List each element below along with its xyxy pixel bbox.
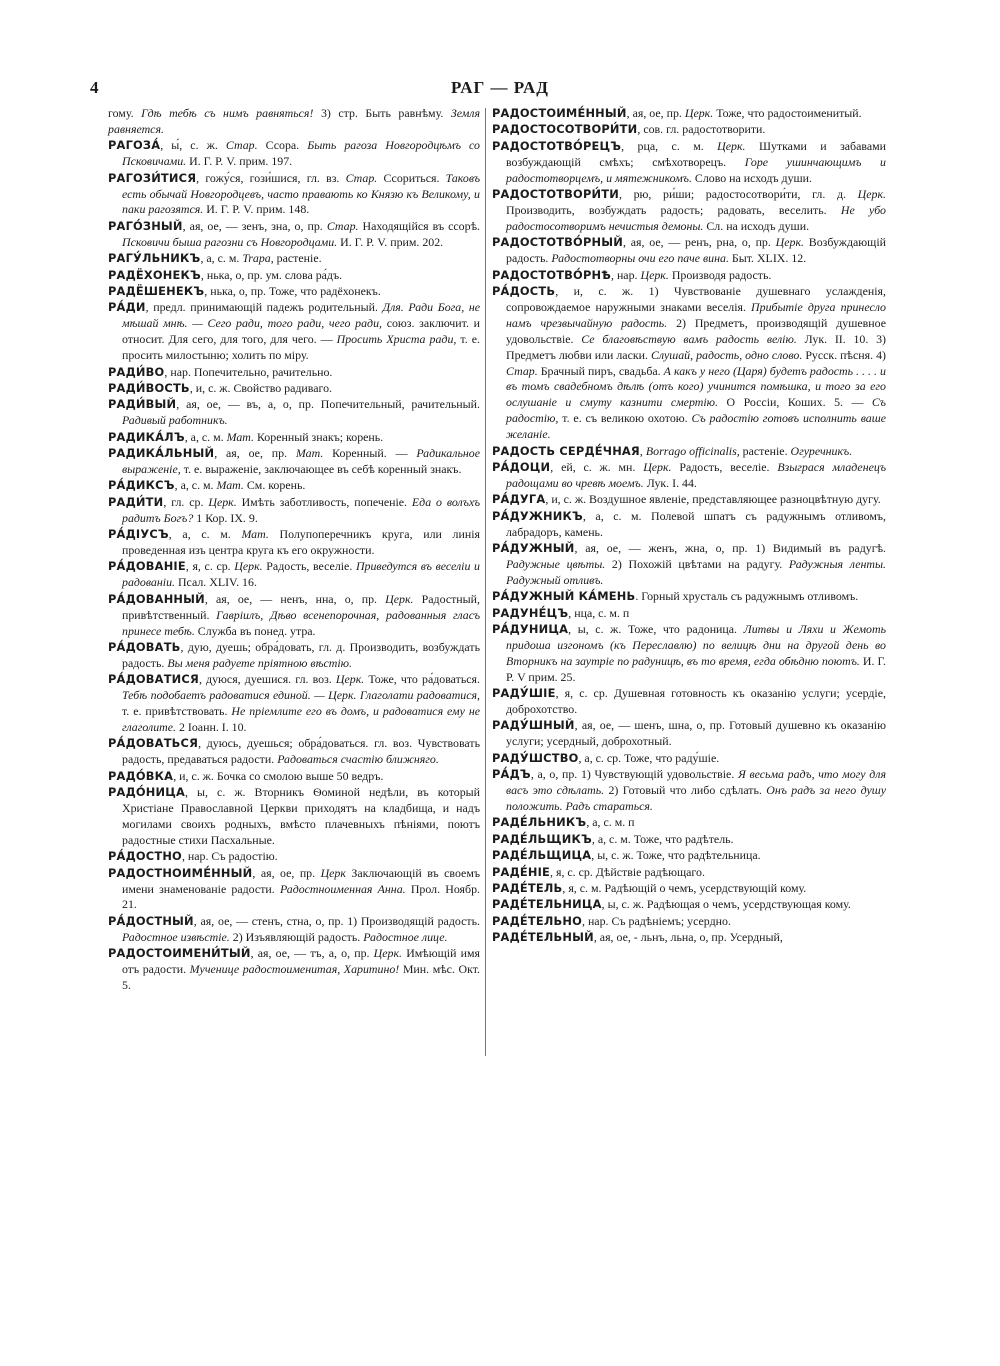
italic-text: Радостотворны очи его паче вина. <box>551 251 729 266</box>
italic-text: Гавріилъ, Дѣво всенепорочная, радованныя гласъ принесе тебѣ. <box>122 607 481 638</box>
italic-text: Радостное извѣстіе. <box>122 929 230 944</box>
dictionary-entry <box>492 718 886 750</box>
dictionary-entry <box>492 509 886 541</box>
headword: РАДЕ́ТЕЛЬНИЦА <box>492 897 602 912</box>
dictionary-entry <box>492 444 886 460</box>
italic-text: Стар. <box>326 218 359 233</box>
entry-text: т. е. съ великою охотою. <box>558 411 692 426</box>
entry-text: , нар. Съ радѣніемъ; усердно. <box>582 913 731 928</box>
italic-text: Приведутся въ веселіи и радованіи. <box>122 559 480 590</box>
entry-text: Тоже, что ра́доваться. <box>364 672 480 687</box>
italic-text: Прибытіе друга принесло намъ чрезвычайную радость. <box>506 299 886 330</box>
entry-text: И. Г. Р. V. прим. 197. <box>186 154 293 169</box>
entry-text: Слово на исходъ души. <box>691 170 813 185</box>
headword: РАДОСТОСОТВОРИ́ТИ <box>492 122 638 137</box>
entry-text: 2) Похожій цвѣтами на радугу. <box>605 556 789 571</box>
entry-text: Брачный пиръ, свадьба. <box>537 363 664 378</box>
dictionary-entry <box>492 815 886 831</box>
entry-text: Возбуждающій радость. <box>506 235 886 266</box>
dictionary-entry <box>108 300 480 364</box>
entry-text: И. Г. Р. V прим. 25. <box>506 653 886 684</box>
entry-text: Имѣющій имя отъ радости. <box>122 946 480 977</box>
entry-text: Быт. XLIX. 12. <box>728 251 807 266</box>
entry-text: Лук. II. 10. 3) Предметъ любви или ласки. <box>506 331 887 362</box>
entry-text: , ая, ое, — женъ, жна, о, пр. 1) Видимый въ радугѣ. <box>574 540 886 555</box>
entry-text: 2) Предметъ, производящій душевное удовольствіе. <box>506 315 886 346</box>
headword: РАДЕ́НІЕ <box>492 864 551 879</box>
dictionary-entry <box>492 541 886 589</box>
entry-text: , предл. принимающій падежъ родительный. <box>145 300 383 315</box>
headword: РАДЕ́ТЕЛЬ <box>492 881 563 895</box>
dictionary-entry <box>492 832 886 848</box>
entry-text: , и, с. ж. Бочка со смолою выше 50 ведръ. <box>173 768 384 783</box>
dictionary-entry <box>108 495 480 527</box>
dictionary-entry <box>108 769 480 785</box>
headword: РАДИКА́ЛЬНЫЙ <box>108 446 215 461</box>
entry-text: Ссориться. <box>377 170 446 185</box>
italic-text: Стар. <box>225 138 258 153</box>
headword: РАГУ́ЛЬНИКЪ <box>108 251 201 266</box>
italic-text: Не убо радостосотворимъ нечистыя демоны. <box>506 202 886 233</box>
entry-text: , нар. Съ радостію. <box>181 849 278 864</box>
italic-text: Онъ радъ за него душу положить. Радъ стараться. <box>506 783 886 813</box>
dictionary-entry <box>108 219 480 251</box>
italic-text: Стар. <box>506 363 538 378</box>
headword: РАДОСТОТВО́РЕЦЪ <box>492 138 622 153</box>
italic-text: Церк <box>320 865 346 880</box>
entry-text: , растеніе. <box>270 251 322 266</box>
entry-text: 2) Готовый что либо сдѣлать. <box>604 783 767 798</box>
italic-text: Съ радостію, <box>506 395 886 426</box>
entry-text: , а, с. м. <box>184 429 227 444</box>
entry-text: , а, с. м. <box>168 527 242 542</box>
dictionary-entry <box>108 106 480 138</box>
dictionary-entry <box>108 446 480 478</box>
entry-text: Лук. І. 44. <box>643 475 697 490</box>
entry-text: И. Г. Р. V. прим. 202. <box>337 234 444 249</box>
entry-text: , ая, ое, — ненъ, нна, о, пр. <box>204 591 386 606</box>
italic-text: Для. Ради Бога, не мѣшай мнѣ. — Сего ради, того ради, чего ради, <box>122 300 481 331</box>
headword: РАДЕ́ЛЬЩИЦА <box>492 848 592 863</box>
italic-text: Радивый работникъ. <box>122 413 228 428</box>
headword: РАДЕ́ТЕЛЬНЫЙ <box>492 930 594 945</box>
entry-text: , рца, с. м. <box>621 138 718 153</box>
dictionary-entry <box>108 736 480 768</box>
dictionary-entry <box>108 672 480 736</box>
entry-text: , нька, о, пр. Тоже, что радёхонекъ. <box>204 283 381 298</box>
dictionary-entry <box>108 640 480 672</box>
headword: РАДЕ́ТЕЛЬНО <box>492 913 582 928</box>
dictionary-entry <box>108 527 480 559</box>
dictionary-entry <box>108 914 480 946</box>
right-column <box>492 106 886 947</box>
entry-text: т. е. просить милостыню; холить по міру. <box>122 332 480 363</box>
italic-text: Слушай, радость, одно слово. <box>650 347 803 362</box>
entry-text: Псал. XLIV. 16. <box>175 575 257 590</box>
dictionary-entry <box>492 897 886 913</box>
entry-text: , нар. Попечительно, рачительно. <box>164 364 333 379</box>
entry-text: Радостный, привѣтственный. <box>122 591 480 622</box>
italic-text: Радостное лице. <box>363 929 448 944</box>
italic-text: Мат. <box>241 527 269 542</box>
headword: РА́ДОСТНО <box>108 849 182 864</box>
headword: РА́ДУГА <box>492 492 546 507</box>
headword: РАДОСТОТВО́РНѢ <box>492 267 611 282</box>
headword: РА́ДУЖНИКЪ <box>492 508 583 523</box>
headword: РАДОСТОИМЕ́ННЫЙ <box>492 106 627 120</box>
headword: РАДОСТНОИМЕ́ННЫЙ <box>108 865 253 880</box>
entry-text: , а, о, пр. 1) Чувствующій удовольствіе. <box>530 767 738 782</box>
entry-text: , ая, ое, — тъ, а, о, пр. <box>250 946 374 961</box>
headword: РАДИ́ВО <box>108 364 165 379</box>
dictionary-entry <box>108 946 480 994</box>
italic-text: Се благовѣствую вамъ радость велію. <box>581 331 797 346</box>
entry-text: Тоже, что радостоименитый. <box>713 106 862 120</box>
dictionary-entry <box>492 914 886 930</box>
entry-text: Радость, веселіе. <box>671 459 778 474</box>
entry-text: , ая, ое, — ренъ, рна, о, пр. <box>622 235 776 250</box>
dictionary-entry <box>492 268 886 284</box>
dictionary-entry <box>492 235 886 267</box>
italic-text: Радикальное выраженіе, <box>122 446 480 476</box>
headword: РА́ДОСТНЫЙ <box>108 913 194 928</box>
italic-text: Церк. <box>775 235 804 250</box>
headword: РАДО́ВКА <box>108 768 174 783</box>
dictionary-entry <box>492 606 886 622</box>
headword: РА́ДУНИЦА <box>492 622 569 636</box>
headword: РАДЁШЕНЕКЪ <box>108 283 205 298</box>
entry-text: Русск. пѣсня. 4) <box>802 347 886 362</box>
headword: РА́ДИКСЪ <box>108 478 175 493</box>
entry-text: 2) Изъявляющій радость. <box>229 929 364 944</box>
entry-text: Служба въ понед. утра. <box>194 623 316 638</box>
entry-text: , я, с. ср. <box>185 559 235 574</box>
italic-text: Земля равняется. <box>108 106 480 136</box>
dictionary-entry <box>108 866 480 914</box>
entry-text: , ая, ое, - льнъ, льна, о, пр. Усердный, <box>593 930 783 945</box>
italic-text: Церк. <box>234 559 263 574</box>
entry-text: , я, с. м. Радѣющій о чемъ, усердствующій кому. <box>562 881 807 895</box>
italic-text: Я весьма радъ, что могу для васъ это сдѣлать. <box>506 767 886 798</box>
italic-text: Стар. <box>345 170 378 185</box>
italic-text: Borrago officinalis, <box>645 443 740 458</box>
entry-text: , ы, с. ж. Тоже, что радоница. <box>568 622 744 636</box>
entry-text: , а, с. ср. Тоже, что раду́шіе. <box>578 750 720 765</box>
entry-text: т. е. выраженіе, заключающее въ себѣ коренный знакъ. <box>180 461 462 476</box>
dictionary-entry <box>108 251 480 267</box>
headword: РА́ДОЦИ <box>492 459 551 474</box>
headword: РА́ДОВАТЬСЯ <box>108 736 199 751</box>
italic-text: Таковъ есть обычай Новгородцевъ, часто правають ко Князю къ Великому, и паки рагозятся. <box>122 170 480 217</box>
dictionary-entry <box>108 284 480 300</box>
entry-text: , рю, ри́ши; радостосотвори́ти, гл. д. <box>618 187 858 202</box>
headword: РА́ДОВАННЫЙ <box>108 591 205 606</box>
dictionary-entry <box>108 785 480 849</box>
entry-text: Имѣть заботливость, попеченіе. <box>236 494 412 509</box>
italic-text: Псковичи быша рагозни съ Новгородцами. <box>122 234 338 249</box>
headword: РАДИ́ТИ <box>108 494 164 509</box>
dictionary-entry <box>108 138 480 170</box>
entry-text: И. Г. Р. V. прим. 148. <box>203 202 310 217</box>
dictionary-entry <box>492 930 886 946</box>
entry-text: Коренный знакъ; корень. <box>254 429 384 444</box>
entry-text: , ы́, с. ж. <box>160 138 226 153</box>
italic-text: Радужныя ленты. Радужный отливъ. <box>506 556 886 587</box>
italic-text: Церк. <box>643 459 672 474</box>
entry-text: , ая, ое, — зенъ, зна, о, пр. <box>182 218 327 233</box>
dictionary-entry <box>492 492 886 508</box>
dictionary-entry <box>108 849 480 865</box>
entry-text: , нька, о, пр. ум. слова ра́дъ. <box>200 267 343 282</box>
entry-text: , ая, ое, — въ, а, о, пр. Попечительный, рачительный. <box>176 397 480 412</box>
dictionary-entry <box>492 589 886 605</box>
entry-text: , дую, дуешь; обра́довать, гл. д. Производить, возбуждать радость. <box>122 639 480 670</box>
entry-text: , а, с. м. <box>174 478 217 493</box>
headword: РА́ДОСТЬ <box>492 283 556 298</box>
entry-text: Полупоперечникъ круга, или линія проведенная изъ центра круга къ его окружности. <box>122 527 480 557</box>
entry-text: , гл. ср. <box>163 494 209 509</box>
headword: РАДОСТОИМЕНИ́ТЫЙ <box>108 946 251 961</box>
entry-text: , ы, с. ж. Вторникъ Ѳоминой недѣли, въ который Христіане Православной Церкви приходятъ на кладбища, и надъ могилами своихъ родныхъ, вмѣсто плачевныхъ пѣніями, поютъ радостные стихи Пасхальные. <box>122 785 480 847</box>
headword: РАДУ́ШСТВО <box>492 750 579 765</box>
italic-text: Мученице радостоименитая, Харитино! <box>189 962 400 977</box>
entry-text: , и, с. ж. Свойство радиваго. <box>189 380 333 395</box>
italic-text: Церк. <box>335 672 365 687</box>
entry-text: , ы, с. ж. Тоже, что радѣтельница. <box>591 848 761 863</box>
headword: РА́ДИ <box>108 300 146 315</box>
dictionary-entry <box>108 171 480 219</box>
headword: РА́ДОВАТИСЯ <box>108 672 199 687</box>
dictionary-entry <box>108 592 480 640</box>
headword: РАДУНЕ́ЦЪ <box>492 605 569 620</box>
italic-text: Быть рагоза Новгородцѣмъ со Псковичами. <box>122 138 480 169</box>
entry-text: , дуюся, дуешися. гл. воз. <box>198 672 336 687</box>
entry-text: 3) стр. Быть равнѣму. <box>313 106 451 120</box>
entry-text: , ая, ое, — стенъ, стна, о, пр. 1) Производящій радость. <box>193 913 480 928</box>
headword: РА́ДУЖНЫЙ КА́МЕНЬ <box>492 589 636 604</box>
entry-text: , ы, с. ж. Радѣющая о чемъ, усердствующая кому. <box>601 897 851 912</box>
italic-text: Съ радостію готовъ исполнить ваше желаніе. <box>506 411 886 442</box>
headword: РАДИ́ВЫЙ <box>108 397 177 412</box>
italic-text: Trapa <box>242 251 271 266</box>
italic-text: Церк. <box>640 267 669 282</box>
entry-text: Мин. мѣс. Окт. 5. <box>122 962 481 992</box>
italic-text: Тебѣ подобаетъ радоватися единой. — Церк. Глаголати радоватися, <box>122 688 480 703</box>
dictionary-entry <box>492 767 886 815</box>
headword: РА́ДЪ <box>492 767 531 782</box>
entry-text: 2 Іоанн. І. 10. <box>176 719 247 734</box>
entry-text: , ая, ое, пр. <box>252 865 321 880</box>
entry-text: союз. заключит. и относит. Для сего, для того, для чего. — <box>122 316 480 347</box>
entry-text: См. корень. <box>243 478 306 493</box>
entry-text: Сл. на исходъ души. <box>703 218 810 233</box>
headword: РАГО́ЗНЫЙ <box>108 218 183 233</box>
italic-text: Вы меня радуете пріятною вѣстію. <box>167 655 353 670</box>
italic-text: Гдѣ тебѣ съ нимъ равняться! <box>141 106 314 120</box>
dictionary-entry <box>108 478 480 494</box>
dictionary-entry <box>492 622 886 686</box>
italic-text: Церк. <box>717 138 746 153</box>
dictionary-entry <box>492 122 886 138</box>
dictionary-entry <box>108 268 480 284</box>
entry-text: Производя радость. <box>668 267 772 282</box>
italic-text: Церк. <box>857 187 886 202</box>
entry-text: , дуюсь, дуешься; обра́доваться. гл. воз. Чувствовать радость, предаваться радости. <box>122 736 480 767</box>
dictionary-entry <box>492 848 886 864</box>
column-divider <box>485 108 486 1056</box>
dictionary-entry <box>108 430 480 446</box>
italic-text: Еда о волъхъ радитъ Богъ? <box>122 494 481 525</box>
italic-text: Церк. <box>373 946 403 961</box>
italic-text: Мат. <box>226 429 254 444</box>
dictionary-entry <box>108 365 480 381</box>
dictionary-entry <box>492 881 886 897</box>
running-head: РАГ — РАД <box>451 78 549 97</box>
headword: РАДОСТОТВО́РНЫЙ <box>492 235 623 250</box>
headword: РАДОСТЬ СЕРДЕ́ЧНАЯ <box>492 443 640 458</box>
italic-text: Радостноименная Анна. <box>279 881 406 896</box>
entry-text: , я, с. ср. Душевная готовность къ оказанію услуги; усердіе, доброхотство. <box>506 686 886 717</box>
italic-text: Огуречникъ. <box>790 443 853 458</box>
page-number: 4 <box>90 78 99 97</box>
entry-text: Шутками и забавами возбуждающій смѣхъ; смѣхотворецъ. <box>506 138 887 169</box>
headword: РАДЕ́ЛЬНИКЪ <box>492 815 587 830</box>
headword: РАДУ́ШІЕ <box>492 686 556 701</box>
headword: РА́ДІУСЪ <box>108 527 169 542</box>
entry-text: Коренный. — <box>323 446 417 461</box>
entry-text: Находящійся въ ссорѣ. <box>358 218 480 233</box>
entry-text: , нца, с. м. п <box>568 605 630 620</box>
entry-text: О Россіи, Коших. 5. — <box>718 395 872 410</box>
italic-text: Литвы и Ляхи и Жемоть придоша изгономъ (къ Переславлю) по велицѣ дни на другой день во Вторникъ на заутріе по радуницѣ, въ то время, егда обѣдню поютъ. <box>506 622 887 668</box>
entry-text: , гожу́ся, гози́шися, гл. вз. <box>196 170 346 185</box>
headword: РАДИ́ВОСТЬ <box>108 380 190 395</box>
entry-text: , а, с. м. Тоже, что радѣтель. <box>591 831 734 846</box>
italic-text: Церк. <box>684 106 714 120</box>
italic-text: Радужные цвѣты. <box>506 556 606 571</box>
dictionary-entry <box>108 397 480 429</box>
headword: РАГОЗА́ <box>108 138 161 153</box>
entry-text: , ей, с. ж. мн. <box>550 459 644 474</box>
entry-text: гому. <box>108 106 142 120</box>
dictionary-entry <box>492 106 886 122</box>
dictionary-entry <box>492 865 886 881</box>
italic-text: Мат. <box>216 478 244 493</box>
entry-text: , ая, ое, пр. <box>626 106 685 120</box>
entry-text: , я, с. ср. Дѣйствіе радѣющаго. <box>550 864 705 879</box>
headword: РАГОЗИ́ТИСЯ <box>108 170 197 185</box>
dictionary-entry <box>108 381 480 397</box>
italic-text: Церк. <box>385 591 414 606</box>
entry-text: , <box>639 443 646 458</box>
left-column <box>108 106 480 994</box>
headword: РАДО́НИЦА <box>108 785 186 800</box>
entry-text: , и, с. ж. 1) Чувствованіе душевнаго услажденія, сопровождаемое наружными знаками веселія. <box>506 283 886 314</box>
italic-text: Радоваться счастію ближняго. <box>277 752 439 767</box>
italic-text: А какъ у него (Царя) будетъ радость . . . . и въ томъ свадебномъ дѣлѣ (отъ кого) учинится помѣшка, и того за его ослушаніе и смуту казнити смертію. <box>506 363 886 410</box>
italic-text: Просить Христа ради, <box>336 332 457 347</box>
entry-text: Ссора. <box>257 138 308 153</box>
entry-text: Производить, возбуждать радость; радовать, веселить. <box>506 202 841 217</box>
entry-text: , сов. гл. радостотворити. <box>637 122 766 137</box>
entry-text: , ая, ое, — шенъ, шна, о, пр. Готовый душевно къ оказанію услуги; усердный, доброхотный. <box>506 718 886 749</box>
entry-text: 1 Кор. IX. 9. <box>193 510 258 525</box>
entry-text: Прол. Ноябр. 21. <box>122 881 480 912</box>
italic-text: Горе ушинчающимъ и радостотворцемъ, и мятежникомъ. <box>506 154 886 185</box>
dictionary-entry <box>492 284 886 443</box>
headword: РА́ДОВАТЬ <box>108 639 181 654</box>
entry-text: , а, с. м. <box>200 251 243 266</box>
headword: РА́ДОВАНІЕ <box>108 559 186 574</box>
entry-text: растеніе. <box>739 443 791 458</box>
headword: РА́ДУЖНЫЙ <box>492 540 575 555</box>
entry-text: , нар. <box>611 267 641 282</box>
entry-text: , а, с. м. Полевой шпатъ съ радужнымъ отливомъ, лабрадоръ, камень. <box>506 508 886 539</box>
entry-text: Заключающій въ своемъ имени знаменованіе радости. <box>122 865 480 896</box>
headword: РАДУ́ШНЫЙ <box>492 718 575 733</box>
dictionary-entry <box>108 559 480 591</box>
italic-text: Не пріемлите его въ домъ, и радоватися ему не глаголите. <box>122 704 480 734</box>
italic-text: Взыграся младенецъ радощами во чревѣ моемъ. <box>506 459 886 490</box>
italic-text: Церк. <box>208 494 237 509</box>
headword: РАДОСТОТВОРИ́ТИ <box>492 187 619 202</box>
entry-text: , ая, ое, пр. <box>214 446 296 461</box>
headword: РАДЕ́ЛЬЩИКЪ <box>492 831 592 846</box>
entry-text: . Горный хрусталь съ радужнымъ отливомъ. <box>635 589 859 604</box>
headword: РАДЁХОНЕКЪ <box>108 267 201 282</box>
entry-text: , а, с. м. п <box>586 815 635 830</box>
entry-text: , и, с. ж. Воздушное явленіе, представляющее разноцвѣтную дугу. <box>545 492 881 507</box>
entry-text: Радость, веселіе. <box>262 559 356 574</box>
dictionary-entry <box>492 139 886 187</box>
entry-text: т. е. привѣтствовать. <box>122 704 232 719</box>
dictionary-entry <box>492 751 886 767</box>
dictionary-entry <box>492 460 886 492</box>
dictionary-entry <box>492 187 886 235</box>
dictionary-entry <box>492 686 886 718</box>
italic-text: Мат. <box>295 446 324 461</box>
headword: РАДИКА́ЛЪ <box>108 429 185 444</box>
